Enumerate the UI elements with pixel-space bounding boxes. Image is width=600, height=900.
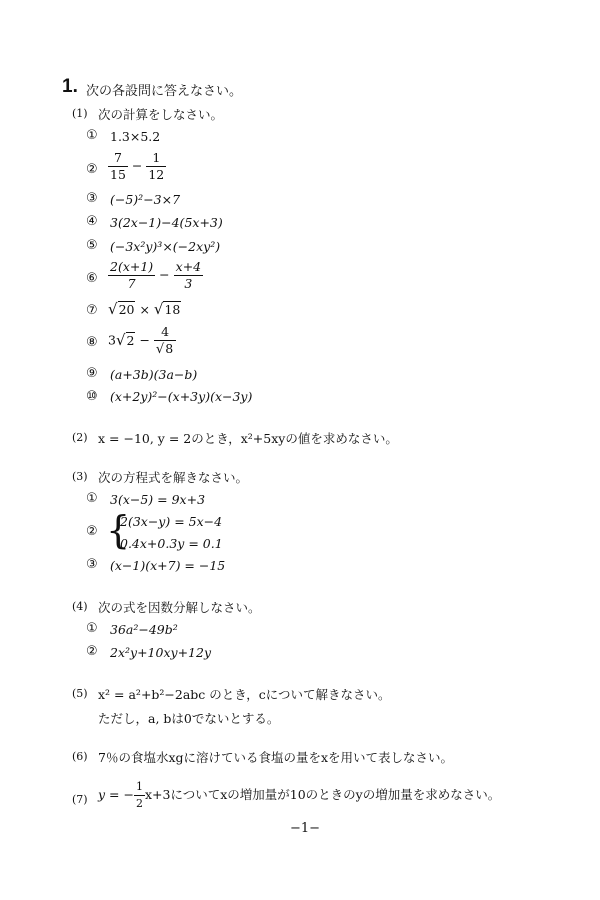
numerator: 1 <box>146 150 166 167</box>
operator: − <box>131 158 143 173</box>
item-number: ⑥ <box>86 271 98 286</box>
equation-prefix: y = − <box>98 787 134 802</box>
question-number: 1. <box>62 76 78 97</box>
part-2-question: x = −10, y = 2のとき，x²+5xyの値を求めなさい。 <box>98 431 398 446</box>
operator: − <box>139 332 150 348</box>
part-1-instruction: 次の計算をしなさい。 <box>98 107 224 122</box>
numerator: 4 <box>154 324 176 341</box>
item-number: ③ <box>86 557 98 572</box>
math-expression: 36a²−49b² <box>110 622 178 637</box>
item-number: ① <box>86 128 98 143</box>
radicand: 8 <box>165 341 174 356</box>
denominator: 2 <box>135 797 143 810</box>
numerator: 7 <box>108 150 128 167</box>
part-1-label: (1) <box>72 107 88 120</box>
part-7-question <box>98 779 500 812</box>
radicand: 18 <box>164 302 181 317</box>
math-expression: (a+3b)(3a−b) <box>110 367 198 382</box>
item-number: ② <box>86 524 98 539</box>
equation: 0.4x+0.3y = 0.1 <box>120 536 223 551</box>
part-2-label: (2) <box>72 431 88 444</box>
question-text: x+3についてxの増加量が10のときのyの増加量を求めなさい。 <box>144 787 501 802</box>
operator: × <box>139 302 150 317</box>
math-expression: 2x²y+10xy+12y <box>110 645 212 660</box>
item-number: ① <box>86 621 98 636</box>
equation: 3(x−5) = 9x+3 <box>110 492 206 507</box>
denominator: 7 <box>127 276 136 291</box>
item-number: ② <box>86 644 98 659</box>
part-7-label: (7) <box>72 793 88 806</box>
part-4-label: (4) <box>72 600 88 613</box>
part-6-label: (6) <box>72 750 88 763</box>
math-expression: (x+2y)²−(x+3y)(x−3y) <box>110 389 253 404</box>
numerator: 1 <box>134 779 145 796</box>
system-brace: { <box>106 508 131 552</box>
coefficient: 3 <box>108 332 116 348</box>
math-expression <box>108 150 166 183</box>
item-number: ⑩ <box>86 389 98 404</box>
part-6-question: 7％の食塩水xgに溶けている食塩の量をxを用いて表しなさい。 <box>98 750 454 765</box>
item-number: ⑦ <box>86 303 98 318</box>
item-number: ④ <box>86 214 98 229</box>
denominator: 12 <box>148 167 165 182</box>
numerator: x+4 <box>175 259 202 274</box>
item-number: ⑧ <box>86 335 98 350</box>
radicand: 2 <box>126 332 135 348</box>
math-expression: √20 × √18 <box>108 300 181 318</box>
item-number: ⑨ <box>86 366 98 381</box>
page-number: −1− <box>290 821 321 836</box>
part-3-instruction: 次の方程式を解きなさい。 <box>98 470 249 485</box>
part-5-label: (5) <box>72 687 88 700</box>
item-number: ① <box>86 491 98 506</box>
operator: − <box>159 267 170 282</box>
numerator: 2(x+1) <box>110 259 154 274</box>
math-expression: (−5)²−3×7 <box>110 192 181 207</box>
part-5-question: x² = a²+b²−2abc のとき，cについて解きなさい。 <box>98 687 391 702</box>
part-4-instruction: 次の式を因数分解しなさい。 <box>98 600 261 615</box>
item-number: ② <box>86 162 98 177</box>
part-3-label: (3) <box>72 470 88 483</box>
math-expression: 3√2 − $\frac{4}{√8}$ <box>108 324 176 358</box>
question-title: 次の各設問に答えなさい。 <box>86 84 243 99</box>
equation: 2(3x−y) = 5x−4 <box>120 514 223 529</box>
math-expression: (−3x²y)³×(−2xy²) <box>110 239 221 254</box>
item-number: ⑤ <box>86 238 98 253</box>
radicand: 20 <box>118 302 135 317</box>
math-expression: 3(2x−1)−4(5x+3) <box>110 215 223 230</box>
math-expression <box>108 259 203 292</box>
part-5-note: ただし，a, bは0でないとする。 <box>98 711 280 726</box>
math-expression: 1.3×5.2 <box>110 129 161 144</box>
denominator: 15 <box>110 167 126 182</box>
equation: (x−1)(x+7) = −15 <box>110 558 226 573</box>
item-number: ③ <box>86 191 98 206</box>
denominator: 3 <box>184 276 193 291</box>
